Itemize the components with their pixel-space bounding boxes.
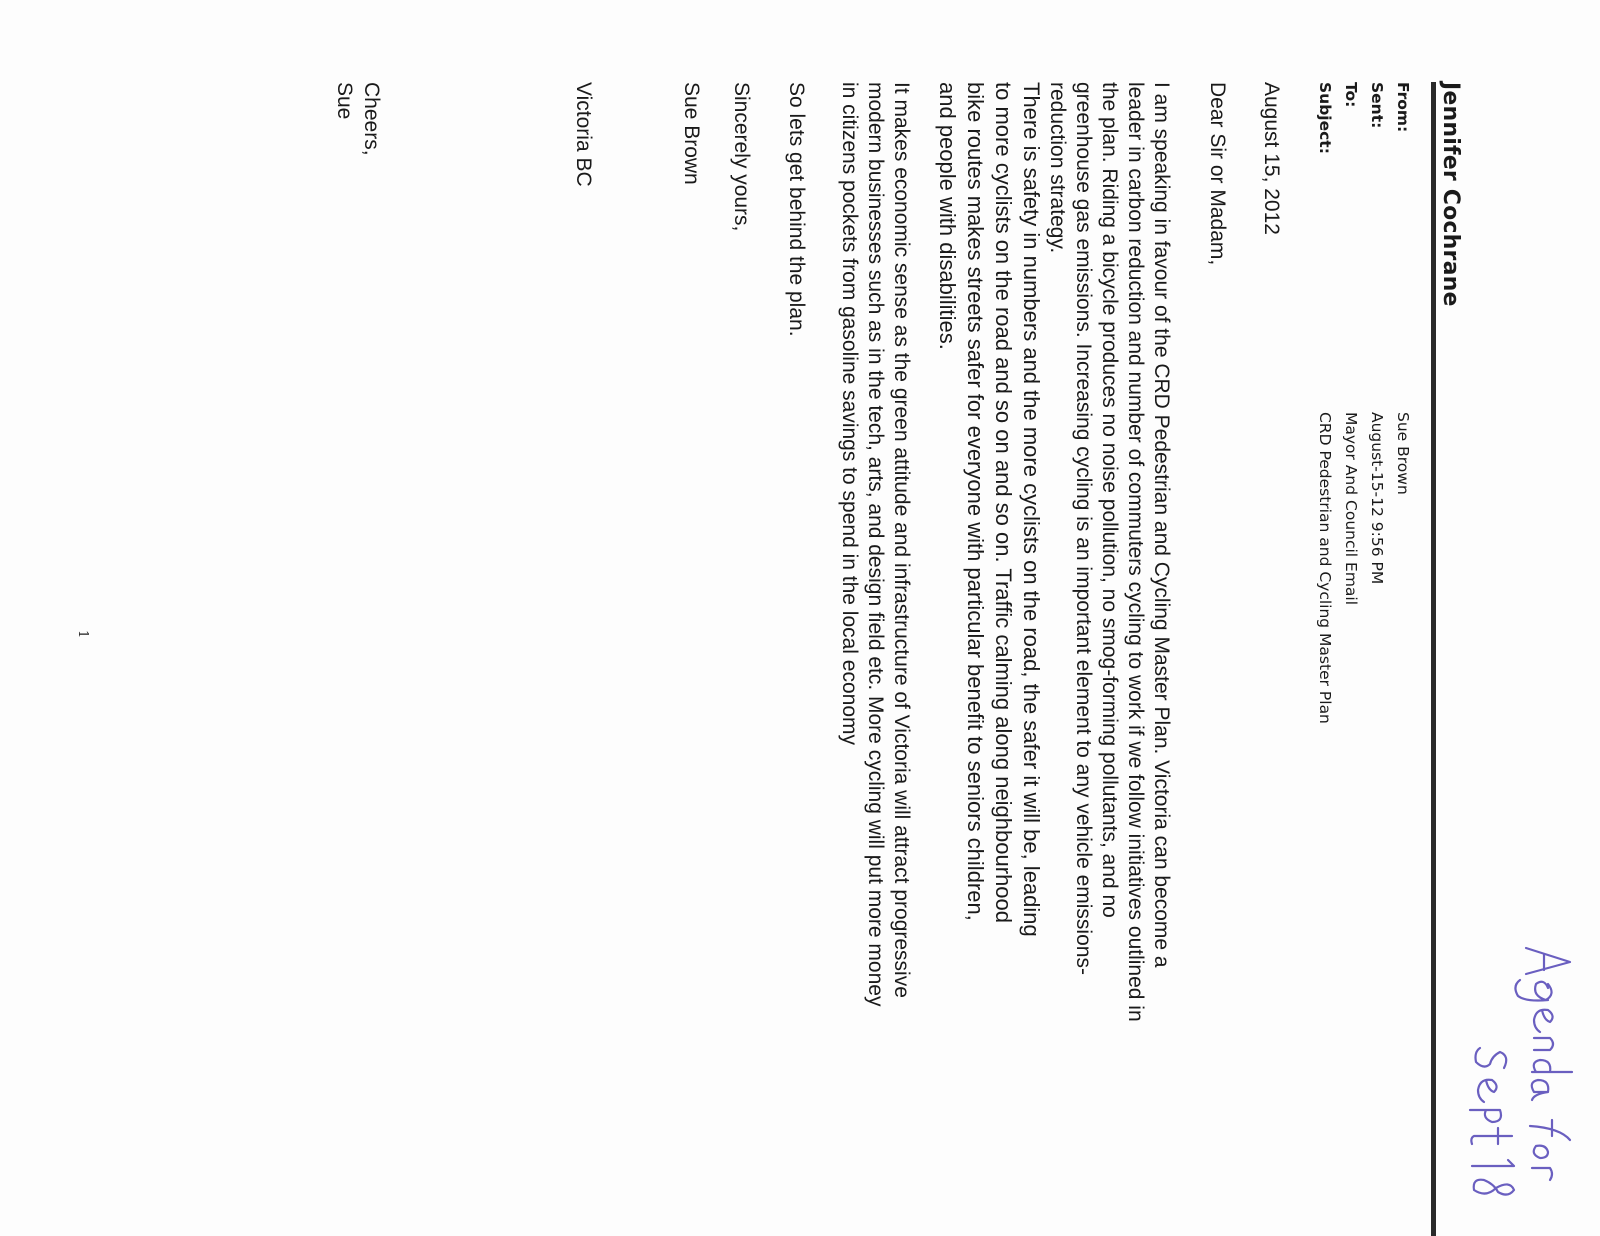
page-number: 1: [75, 630, 90, 639]
paragraph-2-line: There is safety in numbers and the more cyclists on the road, the safer it will be, leading: [1019, 82, 1044, 937]
paragraph-3-line: modern businesses such as in the tech, arts, and design field etc. More cycling will put more money: [864, 82, 887, 1007]
signature-city: Victoria BC: [572, 82, 595, 187]
header-divider: [1431, 82, 1436, 1236]
closing-line: So lets get behind the plan.: [785, 82, 808, 337]
to-value: Mayor And Council Email: [1342, 412, 1360, 606]
cheers-name: Sue: [333, 82, 356, 120]
sent-value: August-15-12 9:56 PM: [1368, 412, 1386, 585]
paragraph-1-line: the plan. Riding a bicycle produces no noise pollution, no smog-forming pollutants, and no: [1098, 82, 1121, 918]
paragraph-1: [1044, 82, 1174, 1202]
paragraph-1-line: reduction strategy.: [1046, 82, 1069, 254]
header-name: Jennifer Cochrane: [1438, 82, 1463, 307]
subject-label: Subject:: [1316, 82, 1334, 154]
paragraph-3-line: It makes economic sense as the green attitude and infrastructure of Victoria will attract progressive: [890, 82, 913, 998]
paragraph-2: [933, 82, 1045, 1232]
handwritten-agenda-note: [1468, 940, 1578, 1220]
paragraph-2-line: to more cyclists on the road and so on and so on. Traffic calming along neighbourhood: [991, 82, 1016, 924]
paragraph-3-line: in citizens pockets from gasoline savings to spend in the local economy: [838, 82, 861, 746]
paragraph-3: [836, 82, 914, 1202]
subject-value: CRD Pedestrian and Cycling Master Plan: [1316, 412, 1334, 724]
paragraph-2-line: bike routes makes streets safer for everyone with particular benefit to seniors children,: [963, 82, 988, 921]
letter-salutation: Dear Sir or Madam,: [1206, 82, 1229, 266]
to-label: To:: [1342, 82, 1360, 108]
signoff: Sincerely yours,: [730, 82, 753, 232]
paragraph-1-line: greenhouse gas emissions. Increasing cycling is an important element to any vehicle emissions-: [1072, 82, 1095, 975]
paragraph-1-line: leader in carbon reduction and number of commuters cycling to work if we follow initiatives outlined in: [1124, 82, 1147, 1022]
sent-label: Sent:: [1368, 82, 1386, 129]
from-label: From:: [1394, 82, 1412, 133]
letter-date: August 15, 2012: [1260, 82, 1283, 235]
paragraph-1-line: I am speaking in favour of the CRD Pedestrian and Cycling Master Plan. Victoria can become a: [1150, 82, 1173, 968]
signature-name: Sue Brown: [680, 82, 703, 185]
paragraph-2-line: and people with disabilities.: [935, 82, 960, 350]
from-value: Sue Brown: [1394, 412, 1412, 495]
cheers: Cheers,: [360, 82, 383, 156]
